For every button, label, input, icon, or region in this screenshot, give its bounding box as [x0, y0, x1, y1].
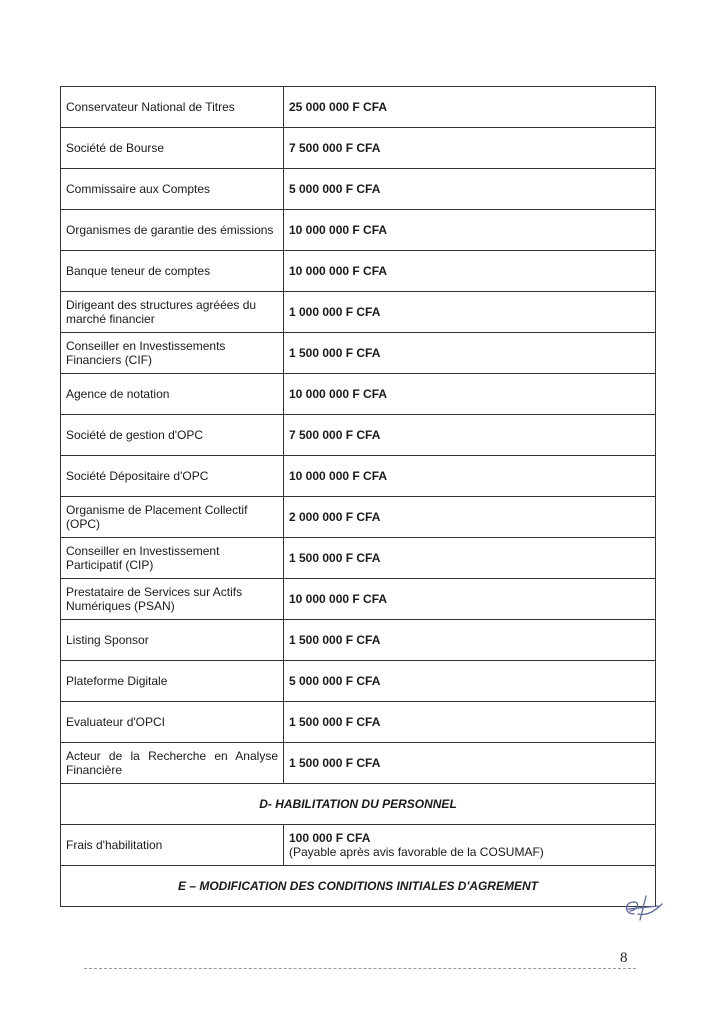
signature-initials [616, 892, 666, 922]
row-label: Banque teneur de comptes [61, 251, 284, 292]
row-amount: 10 000 000 F CFA [284, 210, 656, 251]
row-label: Conseiller en Investissement Participatif (CIP) [61, 538, 284, 579]
fees-table [60, 86, 656, 907]
row-label: Plateforme Digitale [61, 661, 284, 702]
row-amount: 100 000 F CFA [289, 831, 371, 845]
table-row [61, 620, 656, 661]
row-label: Acteur de la Recherche en Analyse Financière [61, 743, 284, 784]
table-row [61, 661, 656, 702]
row-label: Frais d'habilitation [61, 825, 284, 866]
table-row [61, 456, 656, 497]
row-label: Commissaire aux Comptes [61, 169, 284, 210]
row-amount: 25 000 000 F CFA [284, 87, 656, 128]
row-label: Organisme de Placement Collectif (OPC) [61, 497, 284, 538]
row-amount: 1 500 000 F CFA [284, 620, 656, 661]
table-row [61, 374, 656, 415]
row-amount: 10 000 000 F CFA [284, 251, 656, 292]
row-label: Evaluateur d'OPCI [61, 702, 284, 743]
row-amount: 1 500 000 F CFA [284, 333, 656, 374]
table-row [61, 579, 656, 620]
section-e-title: E – MODIFICATION DES CONDITIONS INITIALES D'AGREMENT [61, 866, 656, 907]
row-label: Société de gestion d'OPC [61, 415, 284, 456]
row-amount: 2 000 000 F CFA [284, 497, 656, 538]
row-amount: 1 500 000 F CFA [284, 702, 656, 743]
table-row [61, 538, 656, 579]
row-amount: 1 000 000 F CFA [284, 292, 656, 333]
footer-divider [84, 968, 636, 969]
table-row [61, 333, 656, 374]
row-label: Organismes de garantie des émissions [61, 210, 284, 251]
row-label: Société Dépositaire d'OPC [61, 456, 284, 497]
row-label: Agence de notation [61, 374, 284, 415]
section-header-row [61, 784, 656, 825]
table-row [61, 292, 656, 333]
row-amount: 5 000 000 F CFA [284, 661, 656, 702]
table-row [61, 251, 656, 292]
table-row [61, 210, 656, 251]
row-amount-note: (Payable après avis favorable de la COSUMAF) [289, 845, 544, 859]
row-amount: 10 000 000 F CFA [284, 579, 656, 620]
table-row [61, 825, 656, 866]
row-amount-cell [284, 825, 656, 866]
section-d-title: D- HABILITATION DU PERSONNEL [61, 784, 656, 825]
table-row [61, 743, 656, 784]
row-amount: 7 500 000 F CFA [284, 415, 656, 456]
row-amount: 1 500 000 F CFA [284, 743, 656, 784]
row-amount: 7 500 000 F CFA [284, 128, 656, 169]
section-header-row [61, 866, 656, 907]
row-label: Prestataire de Services sur Actifs Numériques (PSAN) [61, 579, 284, 620]
row-label: Conservateur National de Titres [61, 87, 284, 128]
table-row [61, 128, 656, 169]
row-amount: 10 000 000 F CFA [284, 456, 656, 497]
row-label: Dirigeant des structures agréées du marché financier [61, 292, 284, 333]
row-label: Listing Sponsor [61, 620, 284, 661]
table-row [61, 415, 656, 456]
table-row [61, 702, 656, 743]
row-label: Société de Bourse [61, 128, 284, 169]
table-row [61, 169, 656, 210]
row-amount: 1 500 000 F CFA [284, 538, 656, 579]
page-number: 8 [620, 950, 628, 966]
table-row [61, 87, 656, 128]
table-row [61, 497, 656, 538]
row-amount: 5 000 000 F CFA [284, 169, 656, 210]
row-amount: 10 000 000 F CFA [284, 374, 656, 415]
row-label: Conseiller en Investissements Financiers (CIF) [61, 333, 284, 374]
